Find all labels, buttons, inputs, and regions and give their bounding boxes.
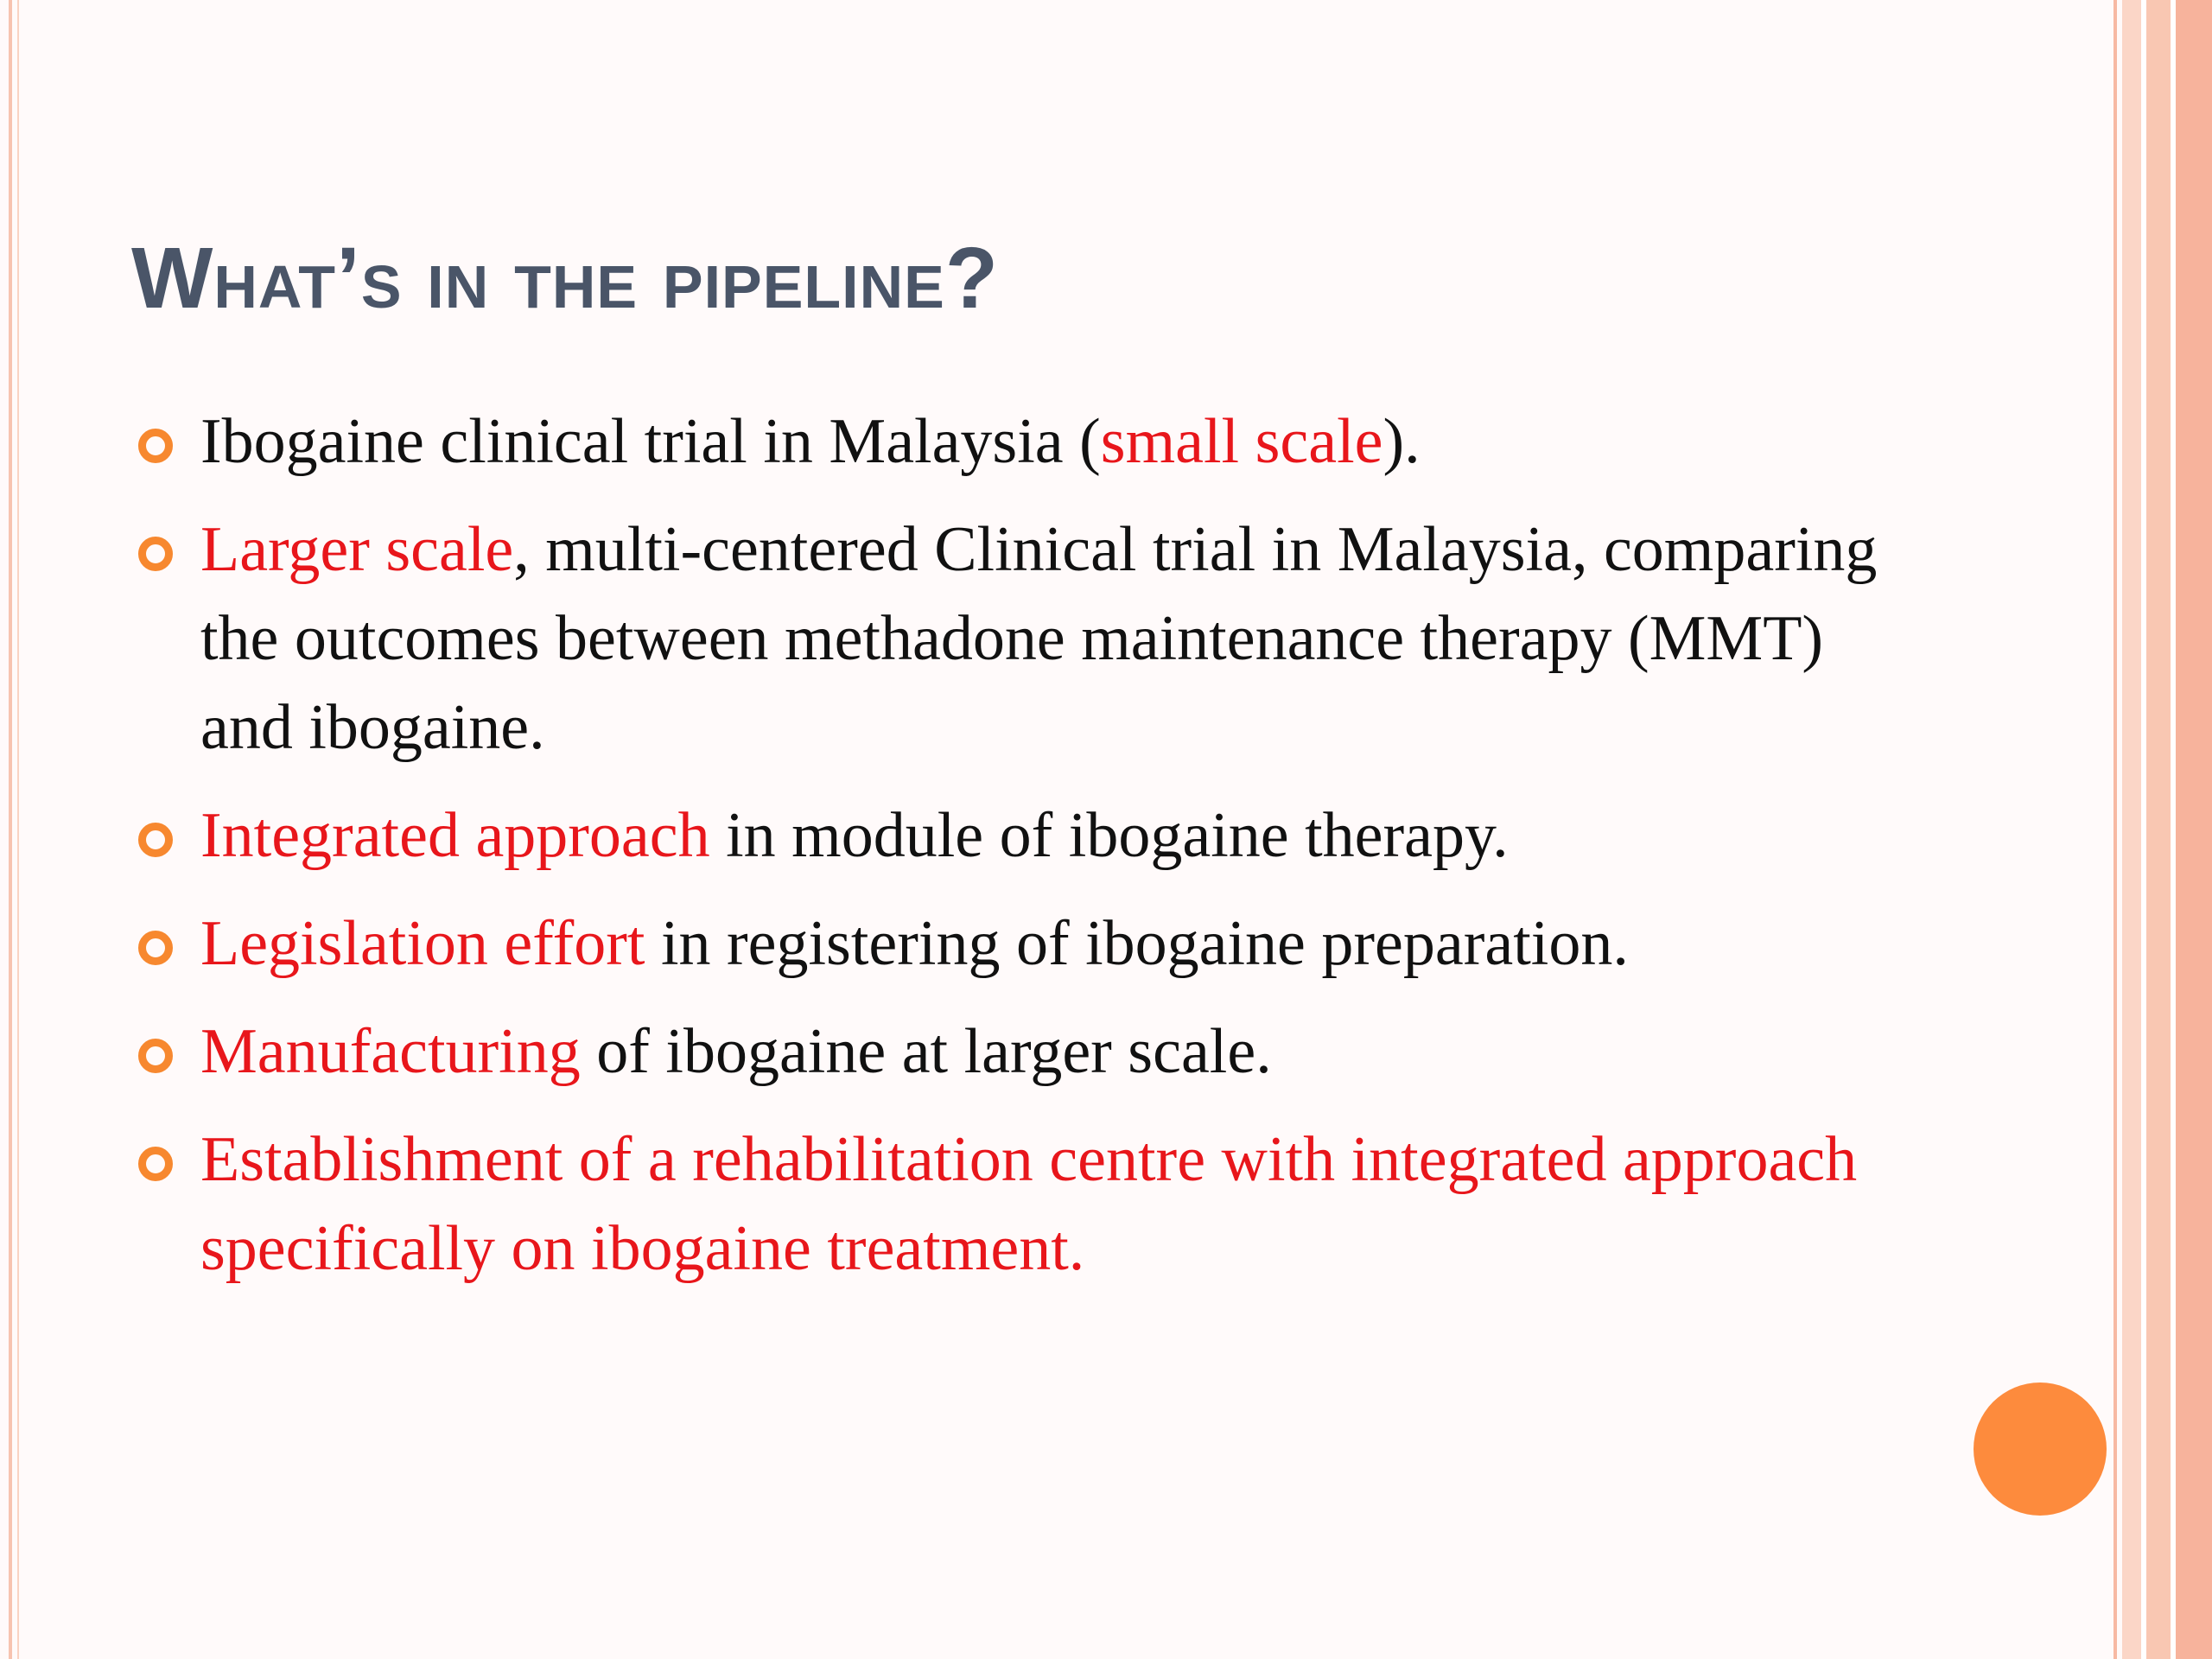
bullet-highlight: Legislation effort (200, 908, 645, 979)
slide-title: What’s in the pipeline? (131, 230, 999, 327)
bullet-highlight: Integrated approach (200, 800, 710, 871)
right-decor-stripe (2146, 0, 2171, 1659)
bullet-item (138, 899, 1918, 988)
bullet-highlight: Manufacturing (200, 1016, 581, 1087)
bullet-item (138, 1007, 1918, 1096)
bullet-text: , multi-centered Clinical trial in Malaysia, comparing the outcomes between methadone maintenance therapy (MMT) and ibogaine. (200, 514, 1878, 763)
right-decor-stripe (2122, 0, 2141, 1659)
left-border-line-inner (17, 0, 19, 1659)
bullet-highlight: Larger scale (200, 514, 514, 585)
bullet-item (138, 1116, 1918, 1294)
bullet-highlight: small scale (1100, 406, 1383, 477)
bullet-highlight: Establishment of a rehabilitation centre with integrated approach specifically on ibogaine treatment. (200, 1124, 1858, 1284)
bullet-ring-icon (138, 429, 173, 463)
bullet-item (138, 791, 1918, 880)
bullet-text: Ibogaine clinical trial in Malaysia ( (200, 406, 1101, 477)
bullet-ring-icon (138, 1147, 173, 1181)
orange-circle-decor (1974, 1382, 2107, 1516)
bullet-text: of ibogaine at larger scale. (580, 1016, 1272, 1087)
bullet-list (138, 397, 1918, 1313)
bullet-text: in registering of ibogaine preparation. (645, 908, 1629, 979)
bullet-text-end: ). (1382, 406, 1421, 477)
bullet-ring-icon (138, 823, 173, 857)
left-border-line (9, 0, 12, 1659)
right-decor-stripe (2113, 0, 2117, 1659)
bullet-item (138, 397, 1918, 486)
bullet-ring-icon (138, 1039, 173, 1073)
bullet-item (138, 505, 1918, 772)
right-decor-stripe (2176, 0, 2212, 1659)
bullet-text: in module of ibogaine therapy. (709, 800, 1509, 871)
bullet-ring-icon (138, 537, 173, 571)
bullet-ring-icon (138, 931, 173, 965)
